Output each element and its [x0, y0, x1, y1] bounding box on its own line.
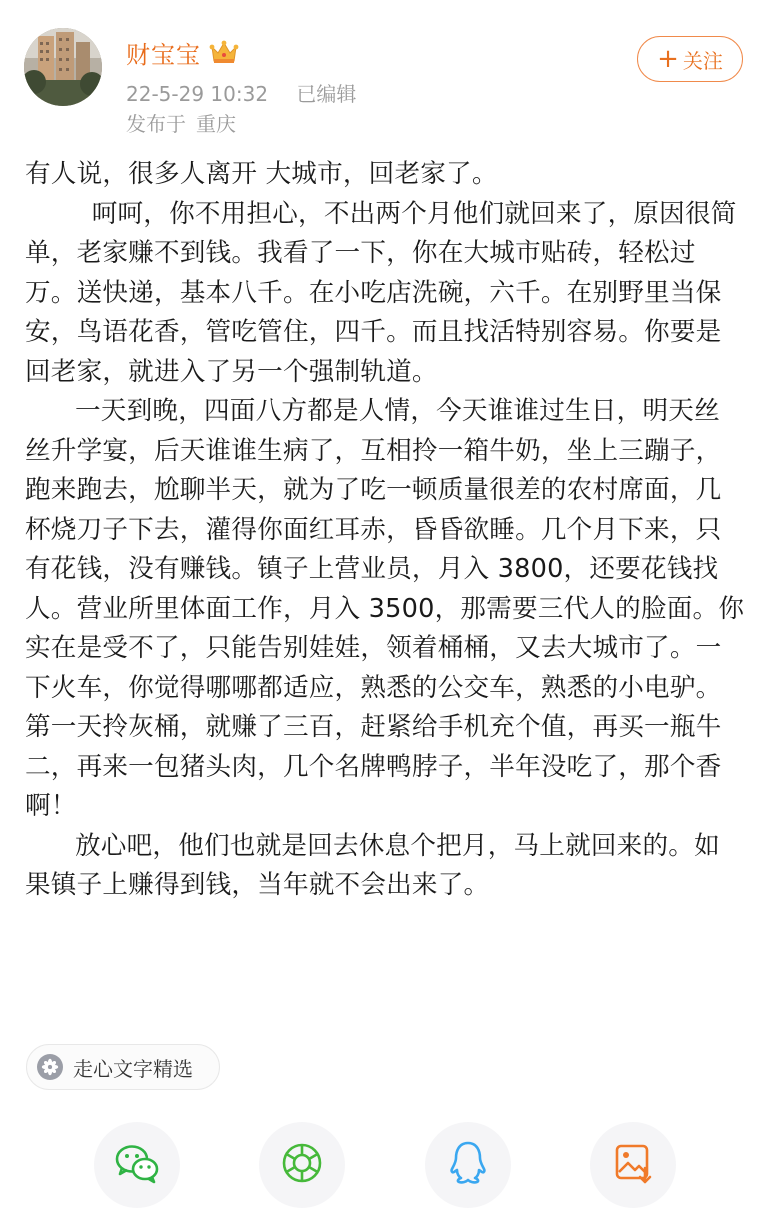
share-moments-button[interactable]	[259, 1122, 345, 1208]
share-save-image-button[interactable]	[590, 1122, 676, 1208]
follow-label: 关注	[682, 48, 723, 73]
avatar[interactable]	[24, 28, 102, 106]
post-content	[25, 155, 745, 906]
moments-icon	[280, 1141, 324, 1189]
username[interactable]: 财宝宝	[126, 40, 201, 69]
edited-label[interactable]: 已编辑	[296, 82, 357, 106]
post-paragraph: 有人说，很多人离开 大城市，回老家了。	[25, 159, 498, 189]
post-paragraph: 一天到晚，四面八方都是人情，今天谁谁过生日，明天丝丝升学宴，后天谁谁生病了，互相拎一箱牛奶，坐上三蹦子，跑来跑去，尬聊半天，就为了吃一顿质量很差的农村席面，几杯烧刀子下去，灌得你面红耳赤，昏昏欲睡。几个月下来，只有花钱，没有赚钱。镇子上营业员，月入 3800，还要花钱找人。营业所里体面工作，月入 3500，那需要三代人的脸面。你实在是受不了，只能告别娃娃，领着桶桶，又去大城市了。一下火车，你觉得哪哪都适应，熟悉的公交车，熟悉的小电驴。第一天拎灰桶，就赚了三百，赶紧给手机充个值，再买一瓶牛二，再来一包猪头肉，几个名牌鸭脖子，半年没吃了，那个香啊！	[25, 396, 745, 821]
name-row	[126, 34, 239, 70]
plus-icon: +	[657, 44, 679, 74]
topic-chip[interactable]	[26, 1044, 220, 1090]
flower-icon	[37, 1054, 63, 1080]
topic-label: 走心文字精选	[73, 1056, 193, 1081]
timestamp: 22-5-29 10:32	[126, 82, 269, 106]
post-paragraph: 呵呵，你不用担心，不出两个月他们就回来了，原因很简单，老家赚不到钱。我看了一下，你在大城市贴砖，轻松过万。送快递，基本八千。在小吃店洗碗，六千。在别野里当保安，鸟语花香，管吃管住，四千。而且找活特别容易。你要是回老家，就进入了另一个强制轨道。	[25, 198, 737, 387]
save-image-icon	[613, 1142, 653, 1188]
follow-button[interactable]	[637, 36, 743, 82]
location: 重庆	[196, 112, 236, 136]
avatar-image	[24, 28, 102, 106]
share-row	[0, 1122, 769, 1200]
post-header	[0, 0, 769, 150]
share-wechat-button[interactable]	[94, 1122, 180, 1208]
crown-icon	[209, 39, 239, 65]
share-qq-button[interactable]	[425, 1122, 511, 1208]
meta-row	[126, 78, 356, 107]
wechat-icon	[113, 1141, 161, 1189]
location-row	[126, 108, 236, 137]
post-paragraph: 放心吧，他们也就是回去休息个把月，马上就回来的。如果镇子上赚得到钱，当年就不会出来了。	[25, 830, 720, 900]
qq-icon	[448, 1140, 488, 1190]
location-prefix: 发布于	[126, 112, 186, 136]
